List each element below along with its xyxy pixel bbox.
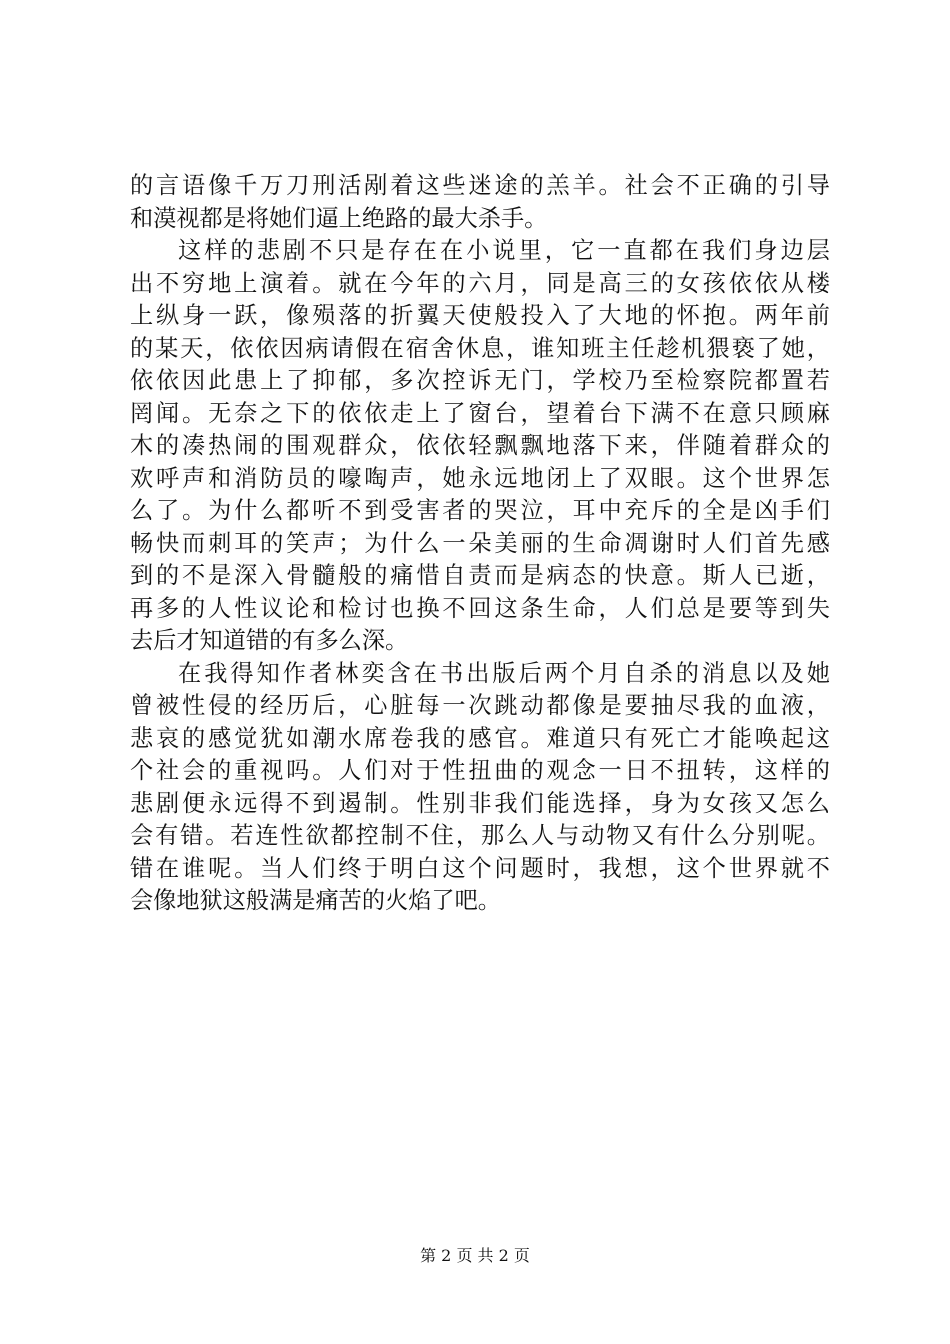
text-line: 畅快而刺耳的笑声；为什么一朵美丽的生命凋谢时人们首先感 (130, 529, 830, 557)
text-line: 会有错。若连性欲都控制不住，那么人与动物又有什么分别呢。 (130, 822, 830, 849)
body-text (130, 170, 830, 918)
text-line: 依依因此患上了抑郁，多次控诉无门，学校乃至检察院都置若 (130, 367, 830, 394)
text-line: 个社会的重视吗。人们对于性扭曲的观念一日不扭转，这样的 (130, 757, 830, 784)
text-line: 错在谁呢。当人们终于明白这个问题时，我想，这个世界就不 (130, 854, 830, 882)
text-line: 上纵身一跃，像殒落的折翼天使般投入了大地的怀抱。两年前 (130, 302, 830, 329)
text-line: 到的不是深入骨髓般的痛惜自责而是病态的快意。斯人已逝， (130, 562, 830, 589)
text-line: 欢呼声和消防员的嚎啕声，她永远地闭上了双眼。这个世界怎 (130, 464, 830, 492)
text-line: 去后才知道错的有多么深。 (130, 627, 409, 654)
text-line: 的言语像千万刀刑活剐着这些迷途的羔羊。社会不正确的引导 (130, 172, 830, 199)
text-line: 的某天，依依因病请假在宿舍休息，谁知班主任趁机猥亵了她， (130, 334, 830, 362)
text-line: 再多的人性议论和检讨也换不回这条生命，人们总是要等到失 (130, 594, 830, 622)
text-line: 悲剧便永远得不到遏制。性别非我们能选择，身为女孩又怎么 (130, 789, 830, 817)
text-line: 么了。为什么都听不到受害者的哭泣，耳中充斥的全是凶手们 (130, 497, 830, 524)
text-line: 悲哀的感觉犹如潮水席卷我的感官。难道只有死亡才能唤起这 (130, 724, 830, 752)
text-line: 会像地狱这般满是痛苦的火焰了吧。 (130, 887, 501, 914)
page-number-footer: 第 2 页 共 2 页 (420, 1246, 530, 1265)
text-line: 木的凑热闹的围观群众，依依轻飘飘地落下来，伴随着群众的 (130, 432, 830, 459)
text-line: 出不穷地上演着。就在今年的六月，同是高三的女孩依依从楼 (130, 269, 830, 297)
paragraph-first-line: 这样的悲剧不只是存在在小说里，它一直都在我们身边层 (178, 237, 830, 264)
text-line: 罔闻。无奈之下的依依走上了窗台，望着台下满不在意只顾麻 (130, 399, 830, 427)
text-line: 曾被性侵的经历后，心脏每一次跳动都像是要抽尽我的血液， (130, 692, 830, 719)
text-line: 和漠视都是将她们逼上绝路的最大杀手。 (130, 204, 548, 232)
paragraph-first-line: 在我得知作者林奕含在书出版后两个月自杀的消息以及她 (178, 659, 830, 687)
